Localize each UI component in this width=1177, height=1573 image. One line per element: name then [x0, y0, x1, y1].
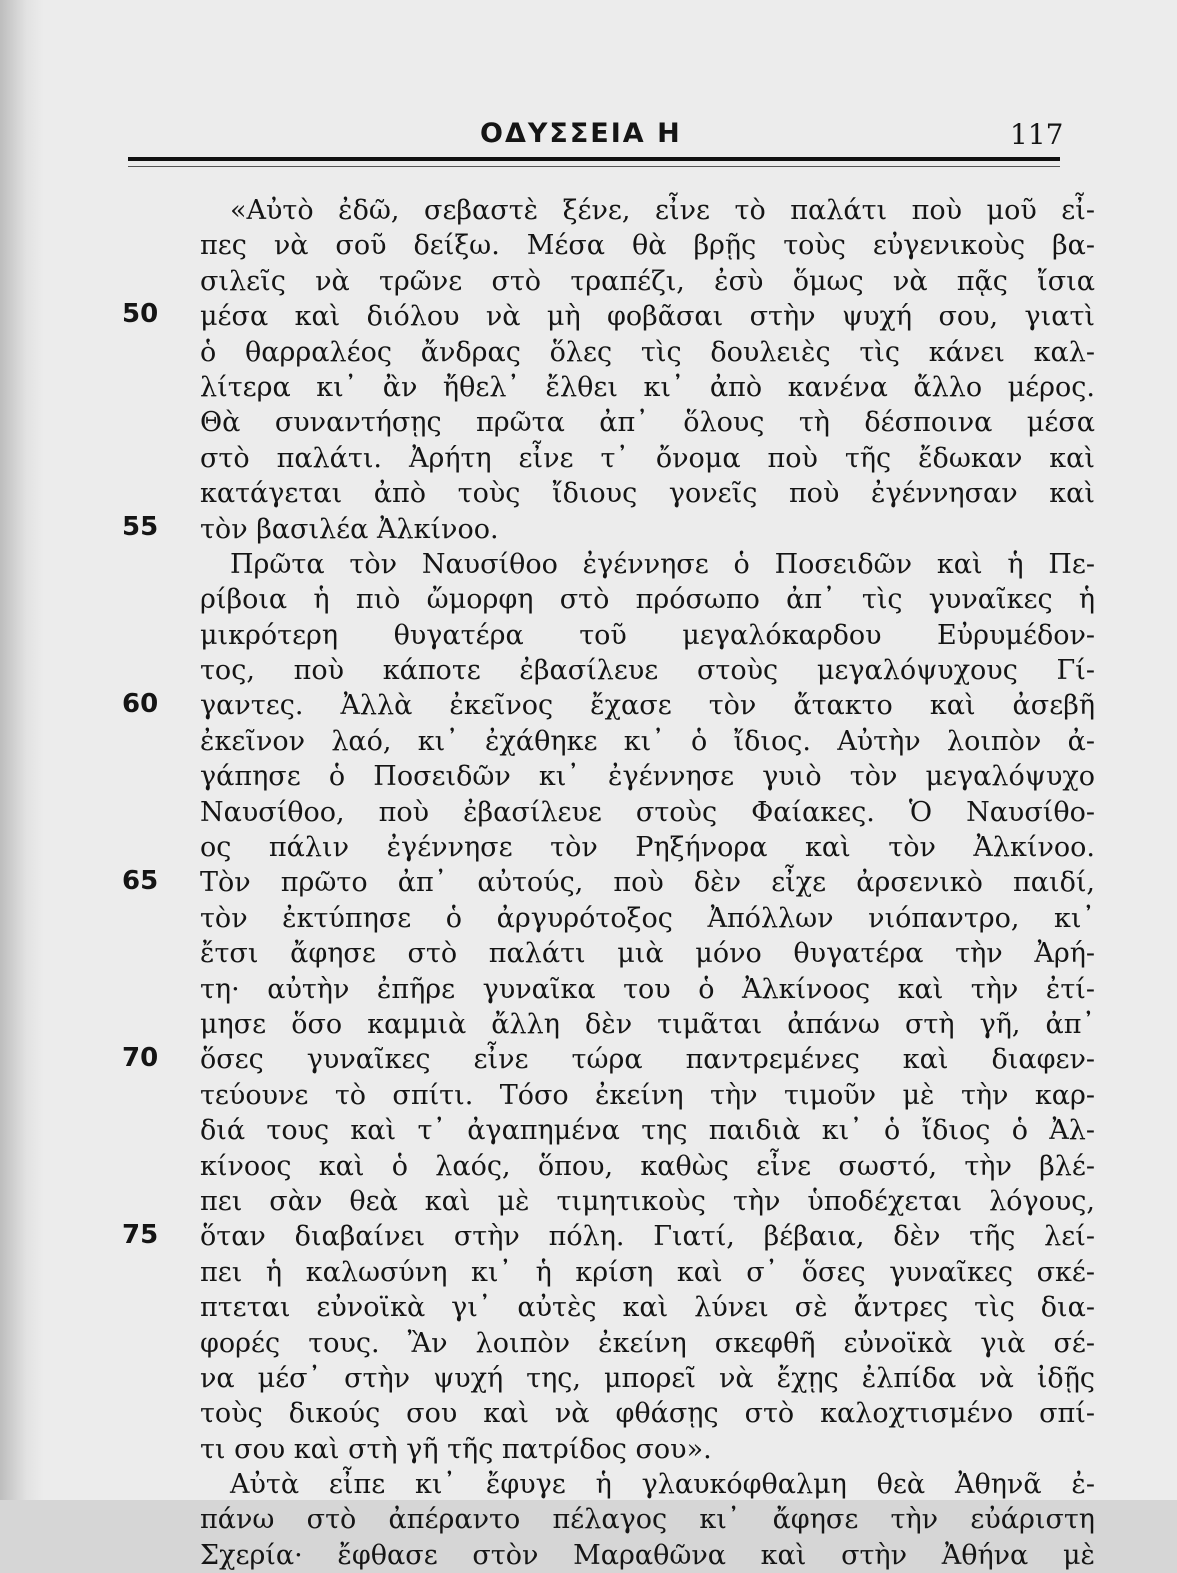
text-line: πει ἡ καλωσύνη κι᾿ ἡ κρίση καὶ σ᾿ ὅσες γυναῖκες σκέ-: [200, 1256, 1095, 1288]
text-line: τὸν ἐκτύπησε ὁ ἀργυρότοξος Ἀπόλλων νιόπαντρο, κι᾿: [200, 902, 1095, 934]
text-line: λίτερα κι᾿ ἂν ἤθελ᾿ ἔλθει κι᾿ ἀπὸ κανένα ἄλλο μέρος.: [200, 371, 1095, 403]
text-line: διά τους καὶ τ᾿ ἀγαπημένα της παιδιὰ κι᾿ ὁ ἴδιος ὁ Ἀλ-: [200, 1115, 1095, 1147]
text-line: πει σὰν θεὰ καὶ μὲ τιμητικοὺς τὴν ὑποδέχεται λόγους,: [200, 1185, 1095, 1217]
text-line: γαντες. Ἀλλὰ ἐκεῖνος ἔχασε τὸν ἄτακτο καὶ ἀσεβῆ: [200, 690, 1095, 722]
text-line: ὅταν διαβαίνει στὴν πόλη. Γιατί, βέβαια, δὲν τῆς λεί-: [200, 1221, 1095, 1253]
text-line: πτεται εὐνοϊκὰ γι᾿ αὐτὲς καὶ λύνει σὲ ἄντρες τὶς δια-: [200, 1292, 1095, 1324]
text-line: ος πάλιν ἐγέννησε τὸν Ρηξήνορα καὶ τὸν Ἀλκίνοο.: [200, 832, 1095, 864]
text-line: ἔτσι ἄφησε στὸ παλάτι μιὰ μόνο θυγατέρα τὴν Ἀρή-: [200, 938, 1095, 970]
text-line: Αὐτὰ εἶπε κι᾿ ἔφυγε ἡ γλαυκόφθαλμη θεὰ Ἀθηνᾶ ἐ-: [230, 1469, 1095, 1501]
line-number: 70: [122, 1043, 159, 1073]
text-line: Σχερία· ἔφθασε στὸν Μαραθῶνα καὶ στὴν Ἀθήνα μὲ: [200, 1539, 1095, 1571]
text-line: ἐκεῖνον λαό, κι᾿ ἐχάθηκε κι᾿ ὁ ἴδιος. Αὐτὴν λοιπὸν ἀ-: [200, 725, 1095, 757]
text-line: κίνοος καὶ ὁ λαός, ὅπου, καθὼς εἶνε σωστό, τὴν βλέ-: [200, 1150, 1095, 1182]
text-line: στὸ παλάτι. Ἀρήτη εἶνε τ᾿ ὄνομα ποὺ τῆς ἔδωκαν καὶ: [200, 442, 1095, 474]
text-line: Τὸν πρῶτο ἀπ᾿ αὐτούς, ποὺ δὲν εἶχε ἀρσενικὸ παιδί,: [200, 867, 1095, 899]
text-line: μησε ὅσο καμμιὰ ἄλλη δὲν τιμᾶται ἀπάνω στὴ γῆ, ἀπ᾿: [200, 1008, 1095, 1040]
text-line: τὸν βασιλέα Ἀλκίνοο.: [200, 513, 499, 545]
book-spine-shadow: [0, 0, 44, 1500]
text-line: ρίβοια ἡ πιὸ ὤμορφη στὸ πρόσωπο ἀπ᾿ τὶς γυναῖκες ἡ: [200, 584, 1095, 616]
page-header: [0, 112, 1177, 152]
text-line: κατάγεται ἀπὸ τοὺς ἴδιους γονεῖς ποὺ ἐγέννησαν καὶ: [200, 478, 1095, 510]
text-line: τι σου καὶ στὴ γῆ τῆς πατρίδος σου».: [200, 1433, 712, 1465]
text-line: ὅσες γυναῖκες εἶνε τώρα παντρεμένες καὶ διαφεν-: [200, 1044, 1095, 1076]
text-line: Ναυσίθοο, ποὺ ἐβασίλευε στοὺς Φαίακες. Ὁ Ναυσίθο-: [200, 796, 1095, 828]
text-line: μέσα καὶ διόλου νὰ μὴ φοβᾶσαι στὴν ψυχή σου, γιατὶ: [200, 301, 1095, 333]
header-rule-thin: [128, 166, 1060, 167]
text-line: μικρότερη θυγατέρα τοῦ μεγαλόκαρδου Εὐρυμέδον-: [200, 619, 1095, 651]
line-number: 50: [122, 299, 159, 329]
text-line: τεύουνε τὸ σπίτι. Τόσο ἐκείνη τὴν τιμοῦν μὲ τὴν καρ-: [200, 1079, 1095, 1111]
text-line: τος, ποὺ κάποτε ἐβασίλευε στοὺς μεγαλόψυχους Γί-: [200, 655, 1095, 687]
header-rule: [128, 157, 1060, 161]
line-number: 55: [122, 512, 159, 542]
text-line: γάπησε ὁ Ποσειδῶν κι᾿ ἐγέννησε γυιὸ τὸν μεγαλόψυχο: [200, 761, 1095, 793]
text-line: τη· αὐτὴν ἐπῆρε γυναῖκα του ὁ Ἀλκίνοος καὶ τὴν ἐτί-: [200, 973, 1095, 1005]
line-number: 65: [122, 866, 159, 896]
text-line: πες νὰ σοῦ δείξω. Μέσα θὰ βρῇς τοὺς εὐγενικοὺς βα-: [200, 230, 1095, 262]
line-number: 60: [122, 689, 159, 719]
text-line: πάνω στὸ ἀπέραντο πέλαγος κι᾿ ἄφησε τὴν εὐάριστη: [200, 1504, 1095, 1536]
line-number: 75: [122, 1220, 159, 1250]
text-line: «Αὐτὸ ἐδῶ, σεβαστὲ ξένε, εἶνε τὸ παλάτι ποὺ μοῦ εἶ-: [230, 195, 1095, 226]
text-line: φορές τους. Ἂν λοιπὸν ἐκείνη σκεφθῆ εὐνοϊκὰ γιὰ σέ-: [200, 1327, 1095, 1359]
text-line: σιλεῖς νὰ τρῶνε στὸ τραπέζι, ἐσὺ ὅμως νὰ πᾷς ἴσια: [200, 265, 1095, 297]
text-line: τοὺς δικούς σου καὶ νὰ φθάσῃς στὸ καλοχτισμένο σπί-: [200, 1398, 1095, 1430]
page-number: 117: [1010, 118, 1064, 151]
running-head-title: ΟΔΥΣΣΕΙΑ Η: [480, 118, 682, 149]
text-line: ὁ θαρραλέος ἄνδρας ὅλες τὶς δουλειὲς τὶς κάνει καλ-: [200, 336, 1095, 368]
text-line: Πρῶτα τὸν Ναυσίθοο ἐγέννησε ὁ Ποσειδῶν καὶ ἡ Πε-: [230, 548, 1095, 580]
body-text: [200, 193, 1095, 1573]
text-line: Θὰ συναντήσῃς πρῶτα ἀπ᾿ ὅλους τὴ δέσποινα μέσα: [200, 407, 1095, 439]
text-line: να μέσ᾿ στὴν ψυχή της, μπορεῖ νὰ ἔχῃς ἐλπίδα νὰ ἰδῇς: [200, 1362, 1095, 1394]
